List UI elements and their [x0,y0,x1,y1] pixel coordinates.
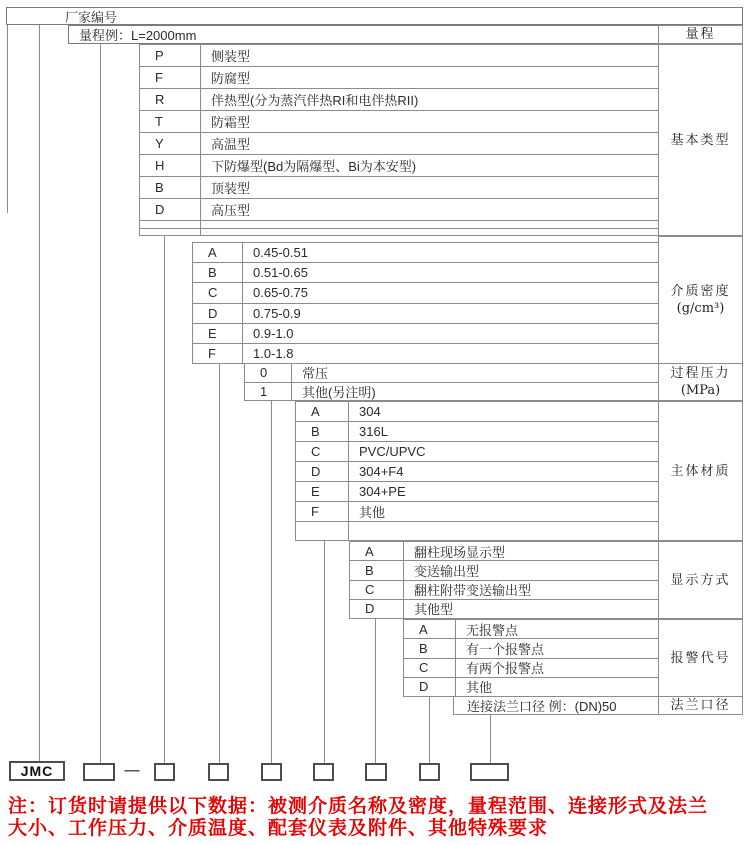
connector-line [271,401,272,763]
manufacturer-code-box [6,7,743,25]
code-cell: C [350,581,404,599]
desc-cell: 翻柱附带变送输出型 [414,583,532,599]
desc-cell: 304+F4 [359,464,404,479]
alarm-table [403,619,659,697]
code-cell: Y [140,133,201,154]
code-cell: D [193,304,243,323]
display-mode-table [349,541,659,619]
category-label-alarm: 报警代号 [658,619,743,697]
code-cell: B [350,561,404,579]
code-box-range [83,763,115,781]
dash-separator: — [124,762,140,779]
table-row [140,176,658,198]
desc-cell: 伴热型(分为蒸汽伴热RI和电伴热RII) [211,93,419,108]
code-cell: A [296,402,349,421]
table-row [350,599,658,618]
code-box-material [313,763,334,781]
category-label-display-mode: 显示方式 [658,541,743,619]
table-row [140,66,658,88]
connector-line [429,696,430,763]
category-label-basic-type: 基本类型 [658,44,743,236]
desc-cell: 0.65-0.75 [253,285,308,301]
table-row [140,110,658,132]
desc-cell: 高温型 [211,137,251,152]
code-cell: D [350,600,404,618]
table-row [296,501,658,521]
code-cell: B [193,263,243,282]
desc-cell: 1.0-1.8 [253,345,294,361]
category-label-pressure: 过程压力 (MPa) [658,363,743,401]
connector-line [39,25,40,762]
table-row [296,421,658,441]
table-row [404,658,658,677]
code-box-flange [470,763,509,781]
material-table [295,401,659,541]
table-row [296,481,658,501]
code-box-basic-type [154,763,175,781]
desc-cell: 其他型 [414,602,454,618]
code-cell: E [193,324,243,343]
connector-line [219,363,220,763]
table-row [296,461,658,481]
code-cell: C [193,283,243,302]
code-cell [296,522,349,540]
code-cell: A [404,620,456,638]
desc-cell: 下防爆型(Bd为隔爆型、Bi为本安型) [211,159,417,174]
table-row-empty [296,521,658,540]
desc-cell: 304+PE [359,484,406,499]
table-row [245,382,658,401]
desc-cell: 0.51-0.65 [253,265,308,281]
desc-cell: 无报警点 [466,622,519,638]
table-row [140,154,658,176]
desc-cell: 304 [359,404,381,419]
code-cell: R [140,89,201,110]
connector-line [375,619,376,763]
code-cell: D [140,199,201,220]
table-row [404,620,658,638]
flange-size-row [453,696,659,715]
code-cell: D [404,678,456,696]
connector-line [164,236,165,763]
category-label-density: 介质密度 (g/cm³) [658,236,743,364]
desc-cell: 有两个报警点 [466,661,545,677]
table-row [140,132,658,154]
code-cell: E [296,482,349,501]
category-label-flange: 法兰口径 [658,696,743,715]
desc-cell: 侧装型 [211,49,251,64]
code-cell: H [140,155,201,176]
table-row [193,303,658,323]
code-cell: A [350,542,404,560]
desc-cell: 其他(另注明) [302,384,376,400]
table-row [193,243,658,262]
desc-cell: 有一个报警点 [466,641,545,657]
table-row [245,364,658,382]
order-note-line2: 大小、工作压力、介质温度、配套仪表及附件、其他特殊要求 [8,817,549,839]
desc-cell: 0.75-0.9 [253,305,301,321]
table-row-empty [140,220,658,228]
code-cell: B [140,177,201,198]
code-box-pressure [261,763,282,781]
code-box-density [208,763,229,781]
desc-cell [349,522,658,540]
table-row [404,677,658,696]
code-cell: F [140,67,201,88]
code-box-display-mode [365,763,387,781]
code-cell: B [296,422,349,441]
table-row [350,542,658,560]
code-cell: T [140,111,201,132]
flange-size-text: 连接法兰口径 例：(DN)50 [467,699,617,714]
connector-line [100,44,101,763]
desc-cell: 顶装型 [211,181,251,196]
table-row [193,282,658,302]
table-row-empty [140,228,658,236]
code-cell: 1 [245,383,292,401]
desc-cell: 0.45-0.51 [253,245,308,261]
desc-cell: 高压型 [211,203,251,218]
code-cell: B [404,639,456,657]
desc-cell: PVC/UPVC [359,444,426,459]
code-cell: A [193,243,243,262]
desc-cell: 防腐型 [211,71,251,86]
code-cell: C [296,442,349,461]
table-row [296,402,658,421]
manufacturer-code-label: 厂家编号 [65,9,118,25]
table-row [193,323,658,343]
code-cell: F [193,344,243,363]
basic-type-table [139,44,659,236]
code-box-alarm [419,763,440,781]
connector-line [490,715,491,763]
category-label-range: 量程 [658,25,743,44]
category-label-material: 主体材质 [658,401,743,541]
table-row [350,580,658,599]
desc-cell: 0.9-1.0 [253,325,294,341]
range-example-text: 量程例：L=2000mm [79,28,197,43]
desc-cell: 防霜型 [211,115,251,130]
desc-cell: 316L [359,424,388,439]
code-cell: 0 [245,364,292,382]
desc-cell: 常压 [302,366,329,382]
code-cell: C [404,659,456,677]
desc-cell: 变送输出型 [414,563,480,579]
desc-cell: 其他 [359,505,386,520]
density-table [192,242,659,364]
code-cell: D [296,462,349,481]
table-row [193,343,658,363]
pressure-table [244,363,659,401]
range-example-box [68,25,743,44]
order-note-line1: 注：订货时请提供以下数据：被测介质名称及密度，量程范围、连接形式及法兰 [8,796,709,817]
table-row [193,262,658,282]
desc-cell [201,229,658,236]
order-note [8,796,748,839]
desc-cell: 翻柱现场显示型 [414,544,506,560]
table-row [454,697,658,714]
desc-cell: 其他 [466,680,493,696]
table-row [350,560,658,579]
connector-line [324,541,325,763]
code-cell: P [140,45,201,66]
model-prefix-box: JMC [9,761,65,781]
left-border-line [7,25,8,213]
code-cell [140,229,201,236]
table-row [140,198,658,220]
table-row [140,88,658,110]
table-row [140,45,658,66]
table-row [404,638,658,657]
table-row [296,441,658,461]
code-cell: F [296,502,349,521]
